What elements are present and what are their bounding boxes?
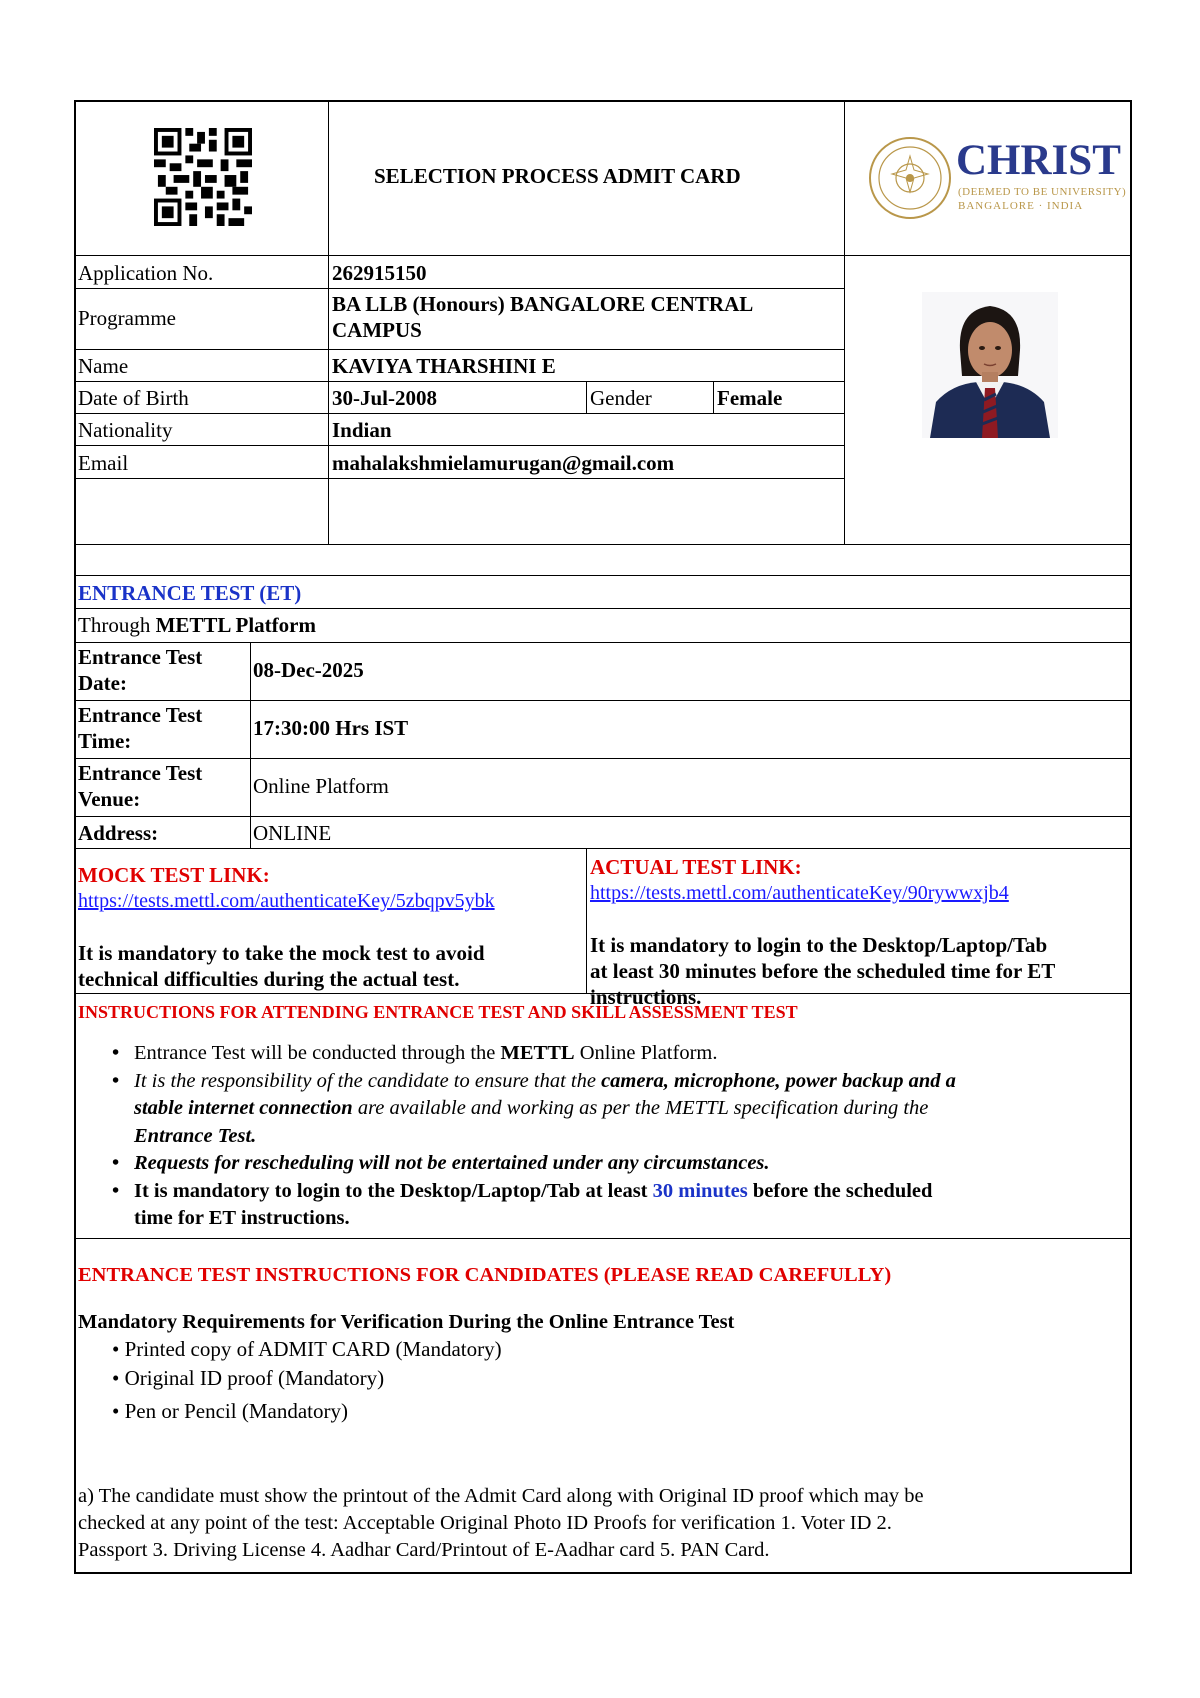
nationality-label: Nationality bbox=[78, 418, 173, 442]
mock-note-line1: It is mandatory to take the mock test to avoid bbox=[78, 941, 485, 965]
instructions-list bbox=[76, 1040, 1126, 1233]
test-venue-value: Online Platform bbox=[253, 774, 389, 798]
test-time-label-line2: Time: bbox=[78, 729, 132, 753]
entrance-test-heading: ENTRANCE TEST (ET) bbox=[78, 581, 302, 605]
verification-paragraph-line2: checked at any point of the test: Acceptable Original Photo ID Proofs for verification 1. Voter ID 2. bbox=[78, 1512, 892, 1534]
test-time-value: 17:30:00 Hrs IST bbox=[253, 716, 409, 740]
test-date-value: 08-Dec-2025 bbox=[253, 658, 364, 682]
instruction-item: • It is the responsibility of the candidate to ensure that the camera, microphone, power backup and a stable internet connection are available and working as per the METTL specification during the Entrance Test. bbox=[134, 1068, 1126, 1151]
university-seal-icon bbox=[868, 136, 952, 220]
programme-value-line2: CAMPUS bbox=[332, 318, 422, 342]
platform-name: METTL Platform bbox=[155, 613, 316, 637]
actual-note-line3: instructions. bbox=[590, 985, 702, 1009]
logo-subtext-location: BANGALORE · INDIA bbox=[958, 200, 1084, 212]
christ-logo bbox=[862, 128, 1127, 228]
platform-line bbox=[78, 612, 316, 638]
instruction-item: • It is mandatory to login to the Desktop/Laptop/Tab at least 30 minutes before the scheduled time for ET instructions. bbox=[134, 1178, 1126, 1233]
address-label: Address: bbox=[78, 821, 159, 845]
candidate-portrait-icon bbox=[922, 292, 1058, 438]
card-title: SELECTION PROCESS ADMIT CARD bbox=[374, 164, 741, 188]
gender-label: Gender bbox=[590, 386, 652, 410]
logo-subtext: (DEEMED TO BE UNIVERSITY) bbox=[958, 186, 1127, 198]
qr-code-icon bbox=[154, 128, 252, 226]
qr-code bbox=[154, 128, 252, 226]
candidate-photo bbox=[922, 292, 1058, 438]
address-value: ONLINE bbox=[253, 821, 332, 845]
nationality-value: Indian bbox=[332, 418, 392, 442]
actual-note-line2: at least 30 minutes before the scheduled time for ET bbox=[590, 959, 1056, 983]
test-venue-label-line2: Venue: bbox=[78, 787, 141, 811]
test-venue-label-line1: Entrance Test bbox=[78, 761, 203, 785]
requirement-admit-card: • Printed copy of ADMIT CARD (Mandatory) bbox=[112, 1337, 502, 1361]
requirements-subheading: Mandatory Requirements for Verification During the Online Entrance Test bbox=[78, 1311, 735, 1333]
programme-value-line1: BA LLB (Honours) BANGALORE CENTRAL bbox=[332, 292, 754, 316]
actual-test-link[interactable]: https://tests.mettl.com/authenticateKey/90rywwxjb4 bbox=[590, 882, 1009, 904]
actual-note-line1: It is mandatory to login to the Desktop/Laptop/Tab bbox=[590, 933, 1048, 957]
logo-wordmark: CHRIST bbox=[956, 137, 1121, 184]
admit-card bbox=[74, 100, 1132, 1574]
test-time-label-line1: Entrance Test bbox=[78, 703, 203, 727]
dob-value: 30-Jul-2008 bbox=[332, 386, 437, 410]
mock-note-line2: technical difficulties during the actual test. bbox=[78, 967, 460, 991]
name-value: KAVIYA THARSHINI E bbox=[332, 354, 556, 378]
name-label: Name bbox=[78, 354, 129, 378]
requirement-id-proof: • Original ID proof (Mandatory) bbox=[112, 1366, 385, 1390]
gender-value: Female bbox=[717, 386, 783, 410]
instructions-heading: INSTRUCTIONS FOR ATTENDING ENTRANCE TEST AND SKILL ASSESSMENT TEST bbox=[78, 1002, 798, 1022]
verification-paragraph-line1: a) The candidate must show the printout of the Admit Card along with Original ID proof which may be bbox=[78, 1485, 924, 1507]
verification-paragraph-line3: Passport 3. Driving License 4. Aadhar Card/Printout of E-Aadhar card 5. PAN Card. bbox=[78, 1539, 770, 1561]
candidate-instructions-heading: ENTRANCE TEST INSTRUCTIONS FOR CANDIDATES (PLEASE READ CAREFULLY) bbox=[78, 1264, 892, 1286]
test-date-label-line1: Entrance Test bbox=[78, 645, 203, 669]
application-value: 262915150 bbox=[332, 261, 427, 285]
programme-label: Programme bbox=[78, 306, 176, 330]
actual-test-heading: ACTUAL TEST LINK: bbox=[590, 855, 802, 879]
requirement-pen-pencil: • Pen or Pencil (Mandatory) bbox=[112, 1399, 348, 1423]
application-label: Application No. bbox=[78, 261, 214, 285]
mock-test-heading: MOCK TEST LINK: bbox=[78, 863, 270, 887]
platform-prefix: Through bbox=[78, 613, 156, 637]
instruction-item: • Requests for rescheduling will not be entertained under any circumstances. bbox=[134, 1150, 1126, 1178]
dob-label: Date of Birth bbox=[78, 386, 189, 410]
email-value: mahalakshmielamurugan@gmail.com bbox=[332, 451, 675, 475]
email-label: Email bbox=[78, 451, 129, 475]
mock-test-link[interactable]: https://tests.mettl.com/authenticateKey/5zbqpv5ybk bbox=[78, 890, 495, 912]
instruction-item: • Entrance Test will be conducted through the METTL Online Platform. bbox=[134, 1040, 1126, 1068]
test-date-label-line2: Date: bbox=[78, 671, 127, 695]
